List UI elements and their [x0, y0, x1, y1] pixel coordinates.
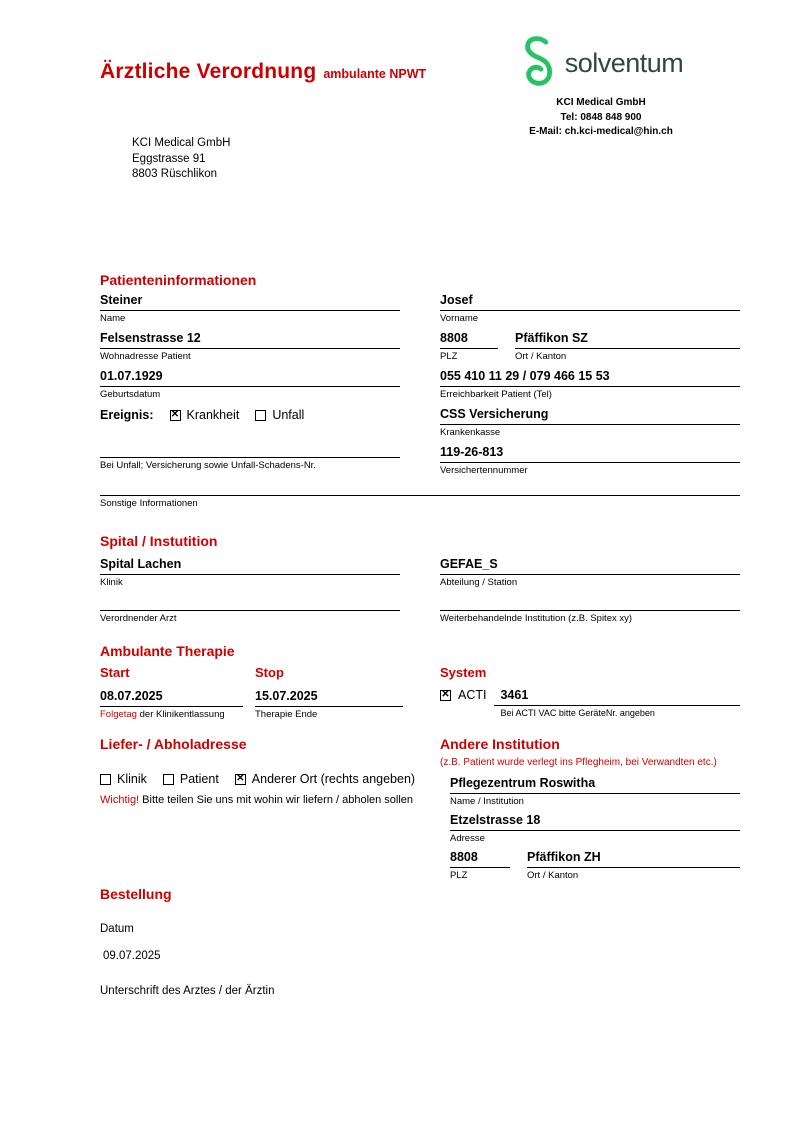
sonstige-value[interactable] — [100, 479, 740, 496]
abteilung-label: Abteilung / Station — [440, 577, 518, 588]
field-institution-ort — [527, 849, 740, 881]
field-plz — [440, 330, 498, 362]
field-arzt — [100, 594, 400, 624]
page-subtitle: ambulante NPWT — [323, 67, 427, 81]
liefer-options-row — [100, 772, 415, 786]
institution-adresse-label: Adresse — [450, 833, 485, 844]
ort-label: Ort / Kanton — [515, 351, 567, 362]
arzt-label: Verordnender Arzt — [100, 613, 177, 624]
krankenkasse-label: Krankenkasse — [440, 427, 501, 438]
wohnadresse-value[interactable]: Felsenstrasse 12 — [100, 330, 400, 349]
klinik-checkbox[interactable] — [100, 774, 111, 785]
institution-adresse-value[interactable]: Etzelstrasse 18 — [450, 812, 740, 831]
institution-name-label: Name / Institution — [450, 796, 524, 807]
section-heading-therapie: Ambulante Therapie — [100, 643, 235, 659]
field-krankenkasse — [440, 406, 740, 438]
sonstige-label: Sonstige Informationen — [100, 498, 198, 509]
klinik-label: Klinik — [100, 577, 123, 588]
start-label-rest: der Klinikentlassung — [136, 709, 225, 720]
institution-ort-label: Ort / Kanton — [527, 870, 579, 881]
field-ort — [515, 330, 740, 362]
datum-label: Datum — [100, 923, 134, 935]
field-stop — [255, 688, 403, 720]
field-erreichbarkeit — [440, 368, 740, 400]
unfall-nr-value[interactable] — [100, 441, 400, 458]
wohnadresse-label: Wohnadresse Patient — [100, 351, 191, 362]
krankheit-option-label: Krankheit — [186, 408, 240, 422]
erreichbarkeit-label: Erreichbarkeit Patient (Tel) — [440, 389, 552, 400]
klinik-option-label: Klinik — [117, 772, 147, 786]
institution-plz-label: PLZ — [450, 870, 468, 881]
field-abteilung — [440, 556, 740, 588]
section-heading-andere-institution: Andere Institution — [440, 736, 560, 752]
field-name — [100, 292, 400, 324]
ereignis-label: Ereignis: — [100, 408, 154, 422]
field-institution-adresse — [450, 812, 740, 844]
abteilung-value[interactable]: GEFAE_S — [440, 556, 740, 575]
unfall-checkbox[interactable] — [255, 410, 266, 421]
field-weiterbehandelnde — [440, 594, 740, 624]
start-value[interactable]: 08.07.2025 — [100, 688, 243, 707]
acti-label: ACTI — [458, 688, 487, 702]
field-geburtsdatum — [100, 368, 400, 400]
ereignis-row — [100, 408, 304, 422]
versichertennummer-label: Versichertennummer — [440, 465, 528, 476]
field-vorname — [440, 292, 740, 324]
krankheit-checkbox[interactable] — [170, 410, 181, 421]
geraetenr-label: Bei ACTI VAC bitte GeräteNr. angeben — [500, 708, 655, 718]
institution-ort-value[interactable]: Pfäffikon ZH — [527, 849, 740, 868]
section-heading-bestellung: Bestellung — [100, 886, 172, 902]
unterschrift-label: Unterschrift des Arztes / der Ärztin — [100, 985, 275, 997]
field-klinik — [100, 556, 400, 588]
unfall-nr-label: Bei Unfall; Versicherung sowie Unfall-Schadens-Nr. — [100, 460, 316, 471]
logo-row — [476, 36, 726, 91]
name-label: Name — [100, 313, 126, 324]
logo-block — [476, 36, 726, 140]
plz-value[interactable]: 8808 — [440, 330, 498, 349]
institution-plz-value[interactable]: 8808 — [450, 849, 510, 868]
start-label — [100, 707, 243, 720]
address-line: 8803 Rüschlikon — [132, 168, 218, 180]
datum-value[interactable]: 09.07.2025 — [103, 950, 161, 962]
section-heading-patient: Patienteninformationen — [100, 272, 257, 288]
contact-block — [476, 96, 726, 140]
field-versichertennummer — [440, 444, 740, 476]
klinik-value[interactable]: Spital Lachen — [100, 556, 400, 575]
header-title-block — [100, 60, 426, 84]
address-line: Eggstrasse 91 — [132, 152, 206, 165]
liefer-note-red: Wichtig! — [100, 794, 140, 806]
system-heading: System — [440, 665, 487, 680]
stop-value[interactable]: 15.07.2025 — [255, 688, 403, 707]
system-row — [440, 688, 740, 718]
unfall-option-label: Unfall — [272, 408, 305, 422]
weiterbehandelnde-value[interactable] — [440, 594, 740, 611]
field-wohnadresse — [100, 330, 400, 362]
stop-label: Therapie Ende — [255, 709, 318, 720]
institution-name-value[interactable]: Pflegezentrum Roswitha — [450, 775, 740, 794]
geburtsdatum-label: Geburtsdatum — [100, 389, 161, 400]
plz-label: PLZ — [440, 351, 458, 362]
anderer-ort-checkbox[interactable] — [235, 774, 246, 785]
page-title: Ärztliche Verordnung — [100, 60, 317, 83]
arzt-value[interactable] — [100, 594, 400, 611]
ort-value[interactable]: Pfäffikon SZ — [515, 330, 740, 349]
anderer-ort-option-label: Anderer Ort (rechts angeben) — [251, 772, 416, 786]
geraetenr-value[interactable]: 3461 — [494, 688, 740, 706]
patient-option-label: Patient — [179, 772, 219, 786]
erreichbarkeit-value[interactable]: 055 410 11 29 / 079 466 15 53 — [440, 368, 740, 387]
name-value[interactable]: Steiner — [100, 292, 400, 311]
section-heading-liefer: Liefer- / Abholadresse — [100, 736, 247, 752]
field-institution-name — [450, 775, 740, 807]
krankenkasse-value[interactable]: CSS Versicherung — [440, 406, 740, 425]
acti-checkbox[interactable] — [440, 690, 451, 701]
field-sonstige — [100, 479, 740, 509]
start-label-red: Folgetag — [100, 709, 137, 720]
vorname-label: Vorname — [440, 313, 479, 324]
contact-phone: Tel: 0848 848 900 — [560, 111, 642, 123]
field-unfall-nr — [100, 441, 400, 471]
address-line: KCI Medical GmbH — [132, 137, 231, 149]
vorname-value[interactable]: Josef — [440, 292, 740, 311]
contact-company: KCI Medical GmbH — [556, 97, 646, 108]
logo-wordmark: solventum — [564, 48, 684, 78]
versichertennummer-value[interactable]: 119-26-813 — [440, 444, 740, 463]
solventum-logo-icon — [519, 36, 557, 91]
start-heading: Start — [100, 665, 130, 680]
field-geraetenr — [494, 688, 740, 718]
weiterbehandelnde-label: Weiterbehandelnde Institution (z.B. Spitex xy) — [440, 613, 633, 624]
section-heading-spital: Spital / Instutition — [100, 533, 218, 549]
sender-address — [132, 136, 230, 183]
contact-email: E-Mail: ch.kci-medical@hin.ch — [529, 126, 673, 137]
stop-heading: Stop — [255, 665, 284, 680]
patient-checkbox[interactable] — [163, 774, 174, 785]
field-institution-plz — [450, 849, 510, 881]
andere-institution-subheading: (z.B. Patient wurde verlegt ins Pflegheim, bei Verwandten etc.) — [440, 757, 717, 768]
liefer-note — [100, 794, 413, 806]
geburtsdatum-value[interactable]: 01.07.1929 — [100, 368, 400, 387]
liefer-note-rest: Bitte teilen Sie uns mit wohin wir liefern / abholen sollen — [139, 794, 414, 806]
field-start — [100, 688, 243, 720]
